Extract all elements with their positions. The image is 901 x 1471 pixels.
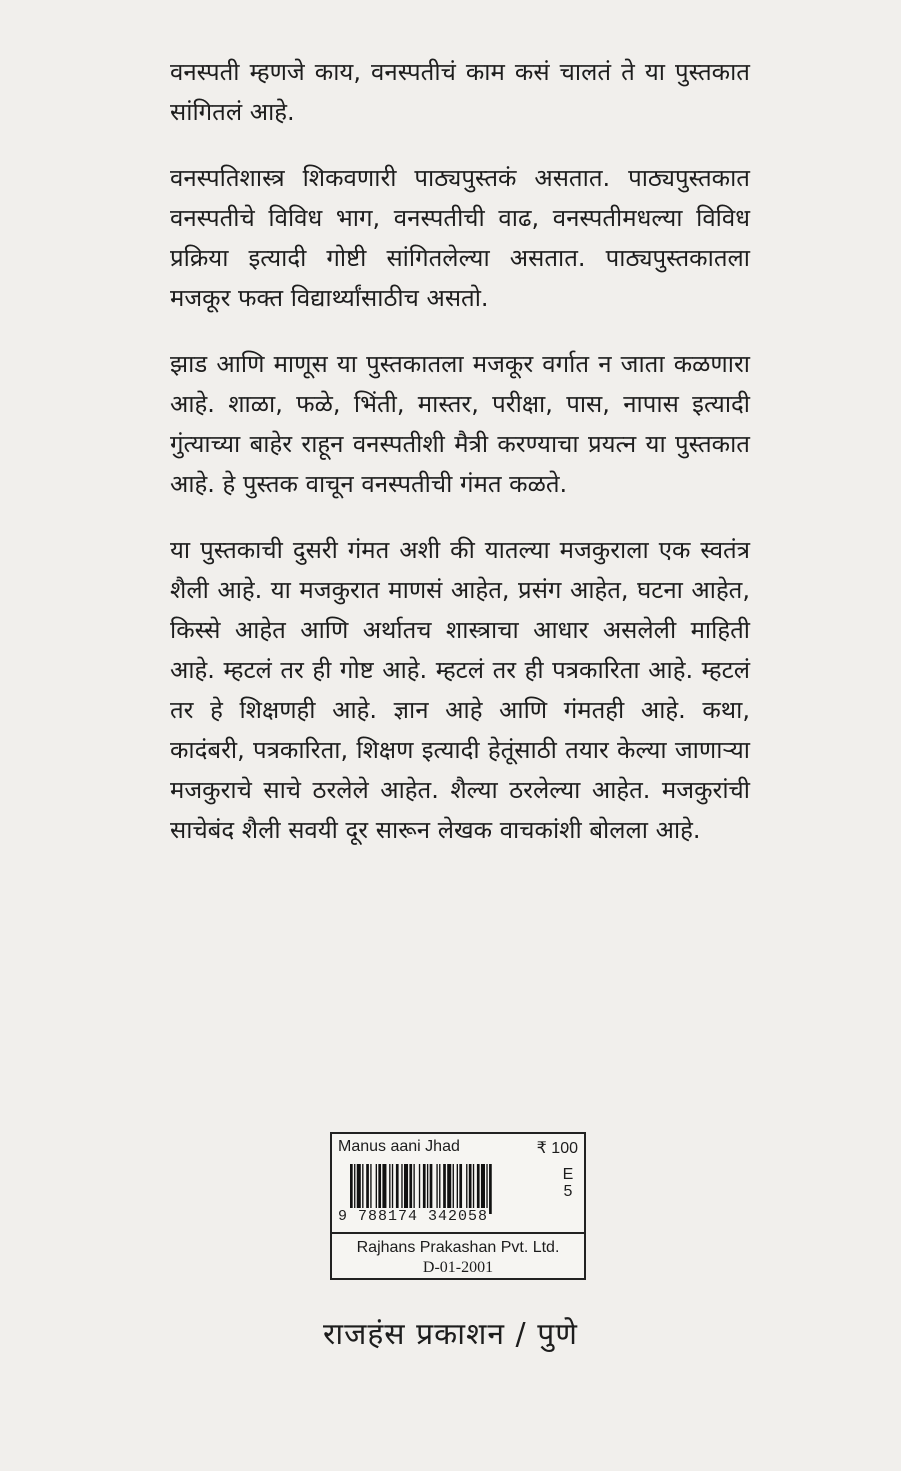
barcode-bar xyxy=(430,1164,433,1208)
barcode-bar xyxy=(486,1164,487,1214)
barcode-bar xyxy=(481,1164,485,1208)
blurb-paragraph-4: या पुस्तकाची दुसरी गंमत अशी की यातल्या मजकुराला एक स्वतंत्र शैली आहे. या मजकुरात माणसं आहेत, प्रसंग आहेत, घटना आहेत, किस्से आहेत आणि अर्थातच शास्त्राचा आधार असलेली माहिती आहे. म्हटलं तर ही गोष्ट आहे. म्हटलं तर ही पत्रकारिता आहे. म्हटलं तर हे शिक्षणही आहे. ज्ञान आहे आणि गंमतही आहे. कथा, कादंबरी, पत्रकारिता, शिक्षण इत्यादी हेतूंसाठी तयार केल्या जाणाऱ्या मजकुराचे साचे ठरलेले आहेत. शैल्या ठरलेल्या आहेत. मजकुरांची साचेबंद शैली सवयी दूर सारून लेखक वाचकांशी बोलला आहे. xyxy=(170,536,750,844)
back-cover-blurb xyxy=(170,52,750,876)
barcode-bar xyxy=(423,1164,426,1214)
barcode-bar xyxy=(439,1164,440,1208)
barcode-bar xyxy=(357,1164,361,1208)
barcode-bar xyxy=(350,1164,353,1214)
barcode-bar xyxy=(453,1164,454,1208)
book-price: ₹ 100 xyxy=(536,1140,578,1157)
barcode-bar xyxy=(477,1164,480,1208)
blurb-paragraph-1: वनस्पती म्हणजे काय, वनस्पतीचं काम कसं चालतं ते या पुस्तकात सांगितलं आहे. xyxy=(170,58,750,126)
barcode-area xyxy=(338,1160,578,1228)
barcode-bar xyxy=(362,1164,363,1208)
isbn-number: 9 788174 342058 xyxy=(338,1208,489,1225)
barcode-bar xyxy=(404,1164,408,1208)
isbn-barcode-label xyxy=(330,1132,586,1280)
barcode-bar xyxy=(443,1164,446,1208)
barcode-bar xyxy=(457,1164,458,1208)
barcode-bar xyxy=(389,1164,390,1208)
barcode-bar xyxy=(489,1164,492,1214)
publisher-footer: राजहंस प्रकाशन / पुणे xyxy=(323,1317,578,1352)
barcode-bar xyxy=(427,1164,428,1208)
barcode-bar xyxy=(401,1164,402,1208)
barcode-bar xyxy=(396,1164,399,1208)
barcode-bar xyxy=(469,1164,472,1208)
barcode-bar xyxy=(378,1164,381,1208)
side-code-letter: E xyxy=(562,1166,574,1183)
barcode-code: D-01-2001 xyxy=(422,1259,494,1276)
barcode-bar xyxy=(436,1164,437,1208)
barcode-bar xyxy=(409,1164,412,1208)
barcode-bar xyxy=(354,1164,355,1214)
barcode-bar xyxy=(419,1164,420,1214)
barcode-bar xyxy=(382,1164,386,1208)
barcode-side-code xyxy=(560,1166,576,1200)
barcode-bar xyxy=(392,1164,393,1208)
barcode-bar xyxy=(473,1164,474,1208)
barcode-bar xyxy=(366,1164,369,1208)
barcode-bar xyxy=(370,1164,371,1208)
barcode-publisher: Rajhans Prakashan Pvt. Ltd. xyxy=(356,1239,560,1256)
barcode-bar xyxy=(376,1164,377,1208)
barcode-bars xyxy=(350,1164,536,1214)
barcode-bar xyxy=(459,1164,462,1208)
barcode-bar xyxy=(413,1164,414,1208)
barcode-bar xyxy=(466,1164,467,1208)
barcode-header xyxy=(332,1134,584,1160)
book-title: Manus aani Jhad xyxy=(338,1138,460,1155)
barcode-bar xyxy=(447,1164,451,1208)
side-code-number: 5 xyxy=(563,1183,573,1200)
blurb-paragraph-2: वनस्पतिशास्त्र शिकवणारी पाठ्यपुस्तकं असतात. पाठ्यपुस्तकात वनस्पतीचे विविध भाग, वनस्पतीची वाढ, वनस्पतीमधल्या विविध प्रक्रिया इत्यादी गोष्टी सांगितलेल्या असतात. पाठ्यपुस्तकातला मजकूर फक्त विद्यार्थ्यांसाठीच असतो. xyxy=(170,164,750,312)
blurb-paragraph-3: झाड आणि माणूस या पुस्तकातला मजकूर वर्गात न जाता कळणारा आहे. शाळा, फळे, भिंती, मास्तर, परीक्षा, पास, नापास इत्यादी गुंत्याच्या बाहेर राहून वनस्पतीशी मैत्री करण्याचा प्रयत्न या पुस्तकात आहे. हे पुस्तक वाचून वनस्पतीची गंमत कळते. xyxy=(170,350,750,498)
